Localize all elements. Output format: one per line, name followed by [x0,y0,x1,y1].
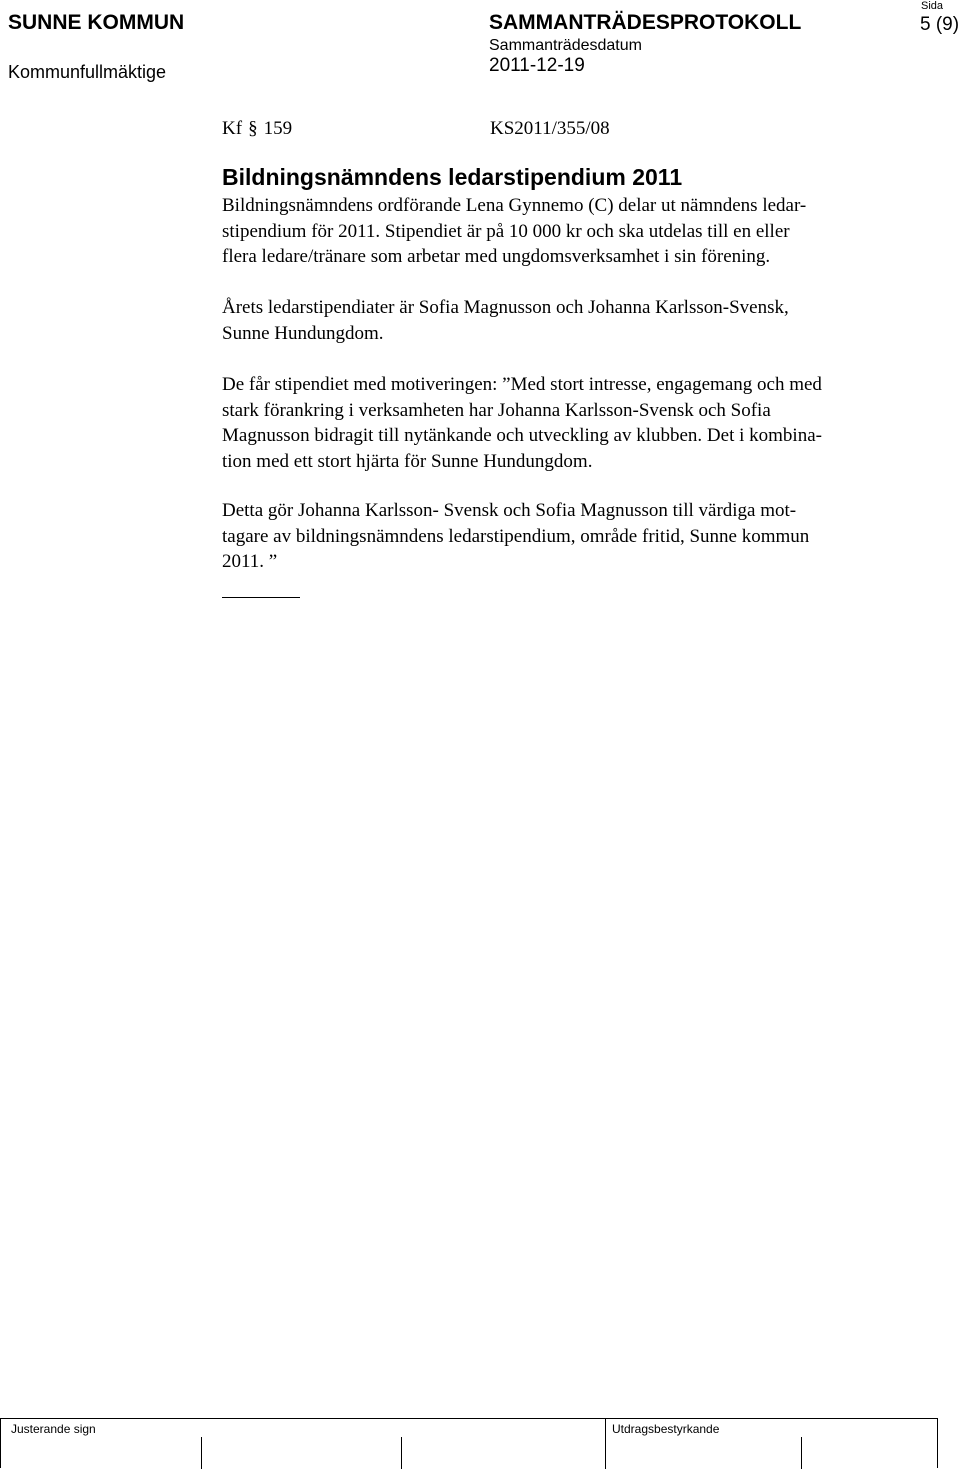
paragraph-line: Magnusson bidragit till nytänkande och utveckling av klubben. Det i kombina- [222,425,822,446]
end-of-section-rule [222,597,300,598]
paragraph-symbol: § [248,118,258,139]
paragraph-intro [222,193,934,270]
case-prefix: Kf [222,118,243,139]
paragraph-recipients [222,295,934,346]
signature-label: Justerande sign [11,1422,96,1436]
extract-box [801,1437,802,1469]
paragraph-line: De får stipendiet med motiveringen: ”Med stort intresse, engagemang och med [222,374,822,395]
signature-box [401,1437,402,1469]
section-title: Bildningsnämndens ledarstipendium 2011 [222,164,683,190]
extract-divider [605,1419,606,1469]
signature-box [201,1437,202,1469]
paragraph-conclusion [222,498,934,575]
body-name: Kommunfullmäktige [8,62,167,82]
paragraph-line: flera ledare/tränare som arbetar med ungdomsverksamhet i sin förening. [222,246,771,267]
footer-signature-table [0,1418,938,1468]
organization-name: SUNNE KOMMUN [8,11,185,34]
paragraph-line: stark förankring i verksamheten har Johanna Karlsson-Svensk och Sofia [222,399,771,421]
case-paragraph [222,118,292,140]
page-label: Sida [921,0,944,12]
document-type: SAMMANTRÄDESPROTOKOLL [489,11,802,34]
paragraph-line: Årets ledarstipendiater är Sofia Magnusson och Johanna Karlsson-Svensk, [222,297,789,318]
paragraph-line: stipendium för 2011. Stipendiet är på 10 000 kr och ska utdelas till en eller [222,220,790,242]
paragraph-line: Sunne Hundungdom. [222,322,384,344]
paragraph-line: tagare av bildningsnämndens ledarstipendium, område fritid, Sunne kommun [222,525,810,547]
paragraph-line: tion med ett stort hjärta för Sunne Hundungdom. [222,450,593,472]
meeting-date: 2011-12-19 [489,55,585,76]
paragraph-line: 2011. ” [222,551,278,572]
paragraph-motivation [222,372,934,474]
paragraph-line: Detta gör Johanna Karlsson- Svensk och Sofia Magnusson till värdiga mot- [222,500,797,521]
case-paragraph-number: 159 [263,118,293,139]
paragraph-line: Bildningsnämndens ordförande Lena Gynnemo (C) delar ut nämndens ledar- [222,195,807,216]
case-number: KS2011/355/08 [490,118,610,139]
extract-label: Utdragsbestyrkande [612,1422,720,1436]
meeting-date-label: Sammanträdesdatum [489,37,642,54]
page-number: 5 (9) [920,14,960,35]
